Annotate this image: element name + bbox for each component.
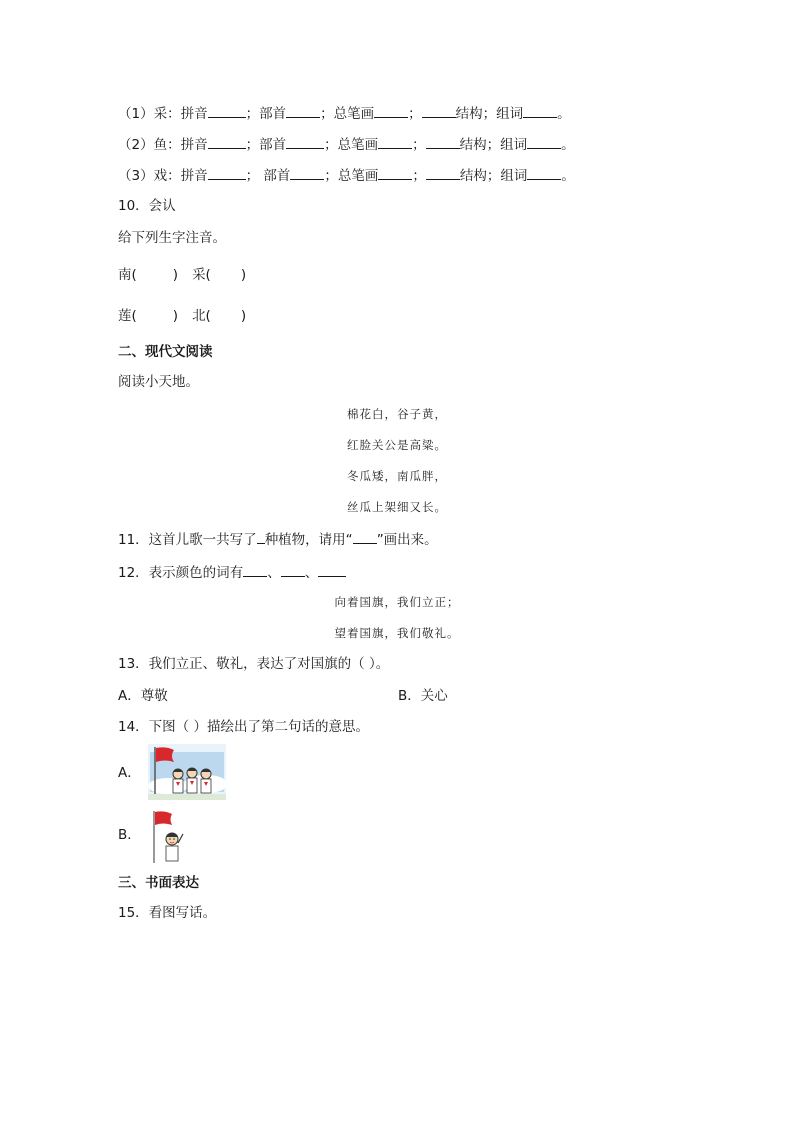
flag-children-illustration-a[interactable] xyxy=(148,744,226,800)
blank-bushou-2[interactable] xyxy=(286,135,324,149)
q10-instruction: 给下列生字注音。 xyxy=(118,230,226,246)
child-salute-illustration-b[interactable] xyxy=(150,809,190,865)
q13-options xyxy=(118,687,168,705)
poem-1-line-3: 冬瓜矮，南瓜胖， xyxy=(347,469,447,483)
reading-intro: 阅读小天地。 xyxy=(118,374,199,390)
blank-bihua-1[interactable] xyxy=(374,104,408,118)
poem-1-line-4: 丝瓜上架细又长。 xyxy=(347,500,447,514)
blank-bushou-3[interactable] xyxy=(290,166,324,180)
blank-zuci-2[interactable] xyxy=(527,135,561,149)
poem-2-line-1: 向着国旗，我们立正； xyxy=(334,595,460,609)
blank-jiegou-2[interactable] xyxy=(426,135,460,149)
section-3-title: 三、书面表达 xyxy=(118,875,199,891)
q12: 12．表示颜色的词有 、 、 xyxy=(118,563,346,582)
blank-jiegou-3[interactable] xyxy=(426,166,460,180)
section-2-title: 二、现代文阅读 xyxy=(118,344,213,360)
blank-zuci-1[interactable] xyxy=(523,104,557,118)
blank-pinyin-2[interactable] xyxy=(208,135,246,149)
blank-pinyin-1[interactable] xyxy=(208,104,246,118)
blank-jiegou-1[interactable] xyxy=(422,104,456,118)
q13-option-b[interactable]: B．关心 xyxy=(398,688,448,704)
q10-row-2: 莲( ) 北( ) xyxy=(118,308,247,324)
q14-option-a[interactable]: A． xyxy=(118,765,141,781)
blank-bihua-3[interactable] xyxy=(378,166,412,180)
blank-color-1[interactable] xyxy=(243,563,267,577)
q14-option-b[interactable]: B． xyxy=(118,827,141,843)
q15-text: 15．看图写话。 xyxy=(118,905,217,921)
blank-color-2[interactable] xyxy=(281,563,305,577)
blank-bushou-1[interactable] xyxy=(286,104,320,118)
q11: 11．这首儿歌一共写了 种植物，请用“ ”画出来。 xyxy=(118,532,438,548)
q10-row-1: 南( ) 采( ) xyxy=(118,267,247,283)
q10-title: 10．会认 xyxy=(118,198,176,214)
q9-item-1: （1）采：拼音 ；部首 ；总笔画 ； 结构；组词 。 xyxy=(118,106,571,122)
poem-1-line-1: 棉花白，谷子黄， xyxy=(347,407,447,421)
blank-plant-count[interactable] xyxy=(257,530,265,544)
q13-option-a[interactable]: A．尊敬 xyxy=(118,688,168,704)
q14-text: 14．下图（ ）描绘出了第二句话的意思。 xyxy=(118,719,369,735)
blank-pinyin-3[interactable] xyxy=(208,166,246,180)
poem-1-line-2: 红脸关公是高粱。 xyxy=(347,438,447,452)
blank-color-3[interactable] xyxy=(318,563,346,577)
q9-item-2: （2）鱼：拼音 ；部首 ；总笔画 ； 结构；组词 。 xyxy=(118,137,575,153)
blank-bihua-2[interactable] xyxy=(378,135,412,149)
poem-2-line-2: 望着国旗，我们敬礼。 xyxy=(334,626,460,640)
q13-text: 13．我们立正、敬礼，表达了对国旗的（ ）。 xyxy=(118,656,390,672)
q9-item-3: （3）戏：拼音 ； 部首 ；总笔画 ； 结构；组词 。 xyxy=(118,168,575,184)
blank-zuci-3[interactable] xyxy=(527,166,561,180)
blank-mark-symbol xyxy=(353,530,377,544)
